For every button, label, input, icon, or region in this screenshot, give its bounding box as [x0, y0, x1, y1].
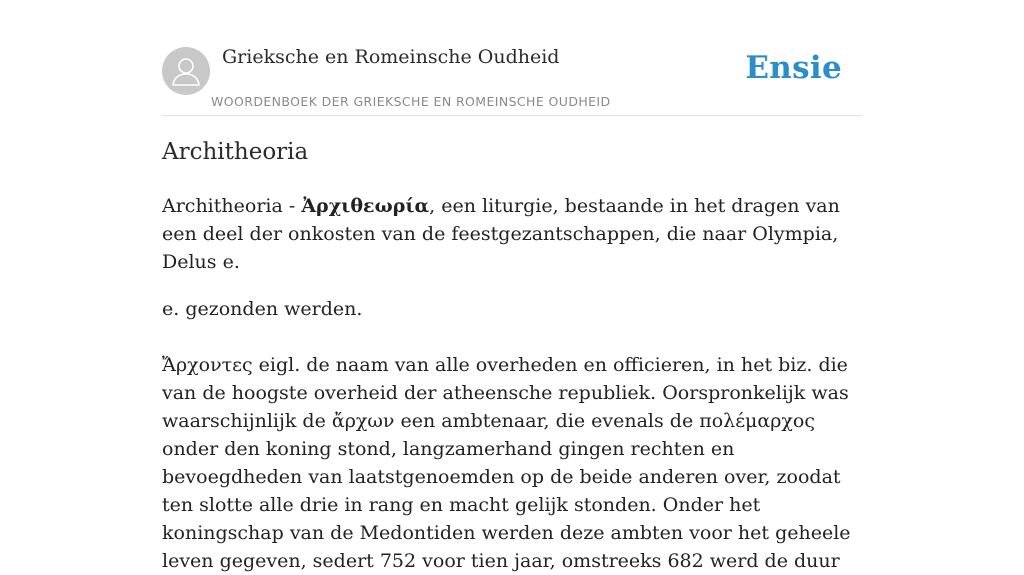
source-title[interactable]: Grieksche en Romeinsche Oudheid: [222, 46, 560, 68]
user-icon: [162, 47, 210, 95]
header-divider: [162, 115, 862, 116]
definition-text: , een liturgie, bestaande in het dragen van een deel der onkosten van de feestgezantschappen, die naar Olympia, Delus e.: [162, 195, 840, 273]
greek-archon: ἄρχων: [331, 410, 395, 432]
paragraph-archontes: [162, 351, 862, 575]
paragraph-definition: [162, 192, 862, 276]
article-body: [162, 192, 862, 575]
archontes-text-1: eigl. de naam van alle overheden en officieren, in het biz. die van de hoogste overheid der atheensche republiek. Oorspronkelijk was waarschijnlijk de: [162, 354, 849, 432]
archontes-text-3: onder den koning stond, langzamerhand gingen rechten en bevoegdheden van laatstgenoemden op de beide anderen over, zoodat ten slotte alle drie in rang en macht gelijk stonden. Onder het koningschap van de Medontiden werden deze ambten voor het geheele leven gegeven, sedert 752 voor tien jaar, omstreeks 682 werd de duur: [162, 438, 851, 572]
greek-archontes: Ἄρχοντες: [162, 354, 253, 376]
brand-logo[interactable]: Ensie: [745, 50, 842, 86]
header: [162, 0, 862, 116]
page-title: Architheoria: [162, 139, 309, 165]
greek-term: Ἀρχιθεωρία: [301, 195, 430, 217]
archontes-text-2: een ambtenaar, die evenals de: [394, 410, 700, 432]
greek-polemarchos: πολέμαρχος: [699, 410, 815, 432]
paragraph-continuation: e. gezonden werden.: [162, 298, 363, 320]
avatar[interactable]: [162, 47, 210, 95]
source-subtitle[interactable]: WOORDENBOEK DER GRIEKSCHE EN ROMEINSCHE OUDHEID: [211, 94, 611, 109]
definition-lead: Architheoria -: [162, 195, 302, 217]
